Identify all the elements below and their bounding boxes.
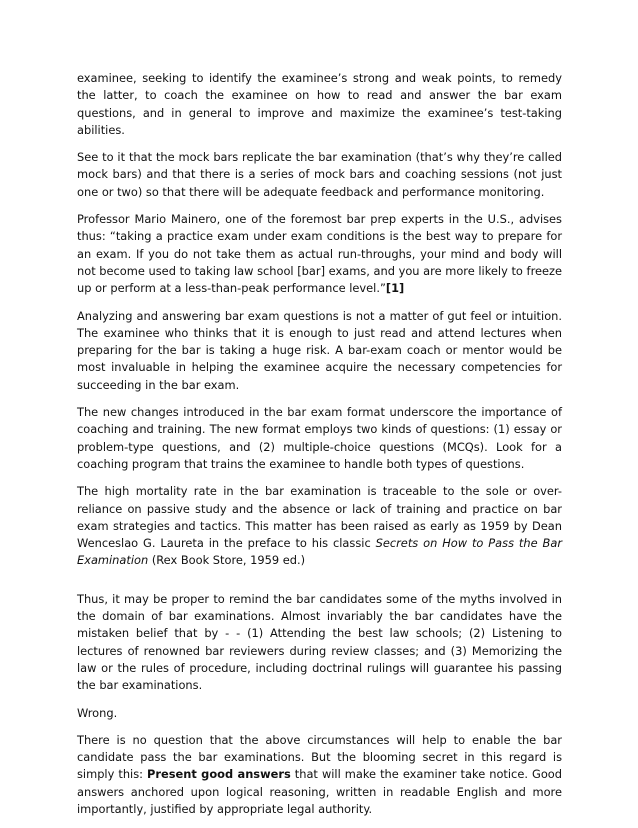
good-answers-rest: that will make the examiner take notice. Good answers anchored upon logical reasoning, written in readable English and more importantly, justified by appropriate legal authority. — [77, 767, 562, 816]
paragraph-mortality-rate — [77, 483, 562, 569]
paragraph-good-answers — [77, 732, 562, 818]
good-answers-emphasis: Present good answers — [147, 767, 291, 782]
document-page — [77, 70, 562, 828]
mainero-quote-text: Professor Mario Mainero, one of the foremost bar prep experts in the U.S., advises thus: “taking a practice exam under exam conditions is the best way to prepare for an exam. If you do not take them as actual run-throughs, your mind and body will not become used to taking law school [bar] exams, and you are more likely to freeze up or perform at a less-than-peak performance level.” — [77, 212, 562, 296]
paragraph-new-format: The new changes introduced in the bar exam format underscore the importance of coaching and training. The new format employs two kinds of questions: (1) essay or problem-type questions, and (2) multiple-choice questions (MCQs). Look for a coaching program that trains the examinee to handle both types of questions. — [77, 405, 562, 471]
good-answers-intro: There is no question that the above circumstances will help to enable the bar candidate pass the bar examinations. But the blooming secret in this regard is simply this: — [77, 732, 562, 782]
book-title: Secrets on How to Pass the Bar Examination — [77, 536, 562, 568]
paragraph-mainero-quote — [77, 211, 562, 297]
book-citation: (Rex Book Store, 1959 ed.) — [148, 553, 306, 568]
paragraph-analyzing-questions: Analyzing and answering bar exam questions is not a matter of gut feel or intuition. The examinee who thinks that it is enough to just read and attend lectures when preparing for the bar is taking a huge risk. A bar-exam coach or mentor would be most invaluable in helping the examinee acquire the necessary competencies for succeeding in the bar exam. — [77, 308, 562, 392]
paragraph-wrong: Wrong. — [77, 705, 118, 720]
footnote-ref-1[interactable]: [1] — [385, 281, 405, 296]
mortality-text: The high mortality rate in the bar examination is traceable to the sole or over-reliance on passive study and the absence or lack of training and practice on bar exam strategies and tactics. This matter has been raised as early as 1959 by Dean Wenceslao G. Laureta in the preface to his classic — [77, 484, 562, 551]
paragraph-examinee-coaching: examinee, seeking to identify the examinee’s strong and weak points, to remedy the latter, to coach the examinee on how to read and answer the bar exam questions, and in general to improve and maximize the examinee’s test-taking abilities. — [77, 71, 562, 137]
paragraph-myths: Thus, it may be proper to remind the bar candidates some of the myths involved in the domain of bar examinations. Almost invariably the bar candidates have the mistaken belief that by - - (1) Attending the best law schools; (2) Listening to lectures of renowned bar reviewers during review classes; and (3) Memorizing the law or the rules of procedure, including doctrinal rulings will guarantee his passing the bar examinations. — [77, 591, 562, 693]
paragraph-mock-bars: See to it that the mock bars replicate the bar examination (that’s why they’re called mock bars) and that there is a series of mock bars and coaching sessions (not just one or two) so that there will be adequate feedback and performance monitoring. — [77, 150, 562, 199]
